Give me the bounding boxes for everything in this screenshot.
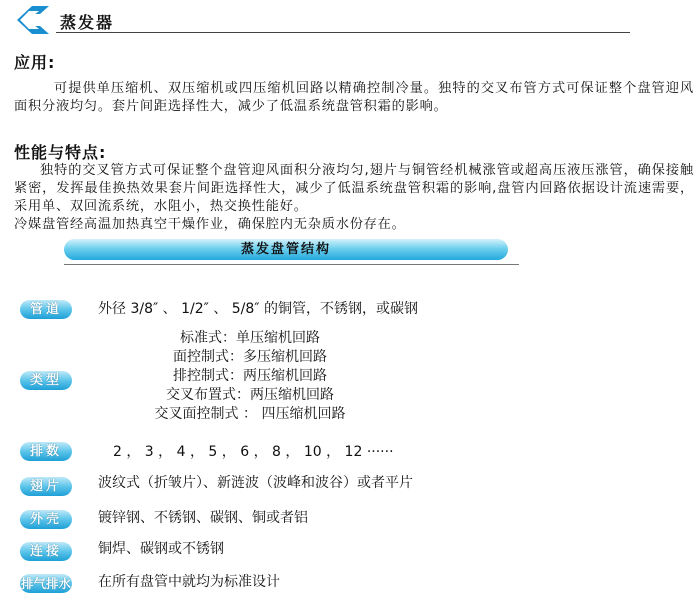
- type-line: 交叉面控制式 ： 四压缩机回路: [154, 406, 346, 422]
- fin-value: 波纹式（折皱片）、新涟波（波峰和波谷）或者平片: [98, 475, 413, 491]
- banner-divider: [64, 264, 519, 265]
- connection-label: 连接: [20, 542, 72, 561]
- vent-drain-value: 在所有盘管中就均为标准设计: [98, 574, 280, 590]
- fin-label: 翅片: [20, 477, 72, 496]
- features-text: 独特的交叉管方式可保证整个盘管迎风面积分液均匀,翅片与铜管经机械涨管或超高压液压涨管，确保接触紧密，发挥最佳换热效果套片间距选择性大，减少了低温系统盘管积霜的影响,盘管内回路依据设计流速需要，采用单、双回流系统，水阻小，热交换性能好。: [14, 163, 694, 214]
- features-text-2: 冷媒盘管经高温加热真空干燥作业，确保腔内无杂质水份存在。: [14, 217, 406, 232]
- type-line: 交叉布置式：两压缩机回路: [166, 387, 334, 403]
- application-heading: 应用:: [14, 53, 56, 72]
- casing-value: 镀锌钢、不锈钢、碳钢、铜或者铝: [98, 510, 308, 526]
- casing-label: 外壳: [20, 510, 72, 529]
- title-divider: [56, 32, 630, 33]
- page-title: 蒸发器: [60, 13, 115, 32]
- type-line: 排控制式：两压缩机回路: [173, 368, 327, 384]
- vent-drain-label: 排气排水: [20, 576, 71, 591]
- application-text: 可提供单压缩机、双压缩机或四压缩机回路以精确控制冷量。独特的交叉布管方式可保证整个盘管迎风面积分液均匀。套片间距选择性大，减少了低温系统盘管积霜的影响。: [14, 81, 694, 114]
- type-line: 标准式：单压缩机回路: [180, 330, 320, 346]
- features-heading: 性能与特点:: [14, 143, 107, 162]
- rows-count-value: 2 ， 3 ， 4 ， 5 ， 6 ， 8 ， 10 ， 12 ······: [113, 444, 394, 460]
- tube-value: 外径 3/8″ 、 1/2″ 、 5/8″ 的铜管，不锈钢，或碳钢: [98, 301, 418, 317]
- structure-banner: 蒸发盘管结构: [64, 239, 508, 260]
- rows-count-label: 排数: [20, 442, 72, 461]
- type-line: 面控制式：多压缩机回路: [173, 349, 327, 365]
- connection-value: 铜焊、碳钢或不锈钢: [98, 541, 224, 557]
- tube-label: 管道: [20, 300, 72, 319]
- type-label: 类型: [20, 371, 72, 390]
- bracket-logo-icon: [12, 5, 50, 35]
